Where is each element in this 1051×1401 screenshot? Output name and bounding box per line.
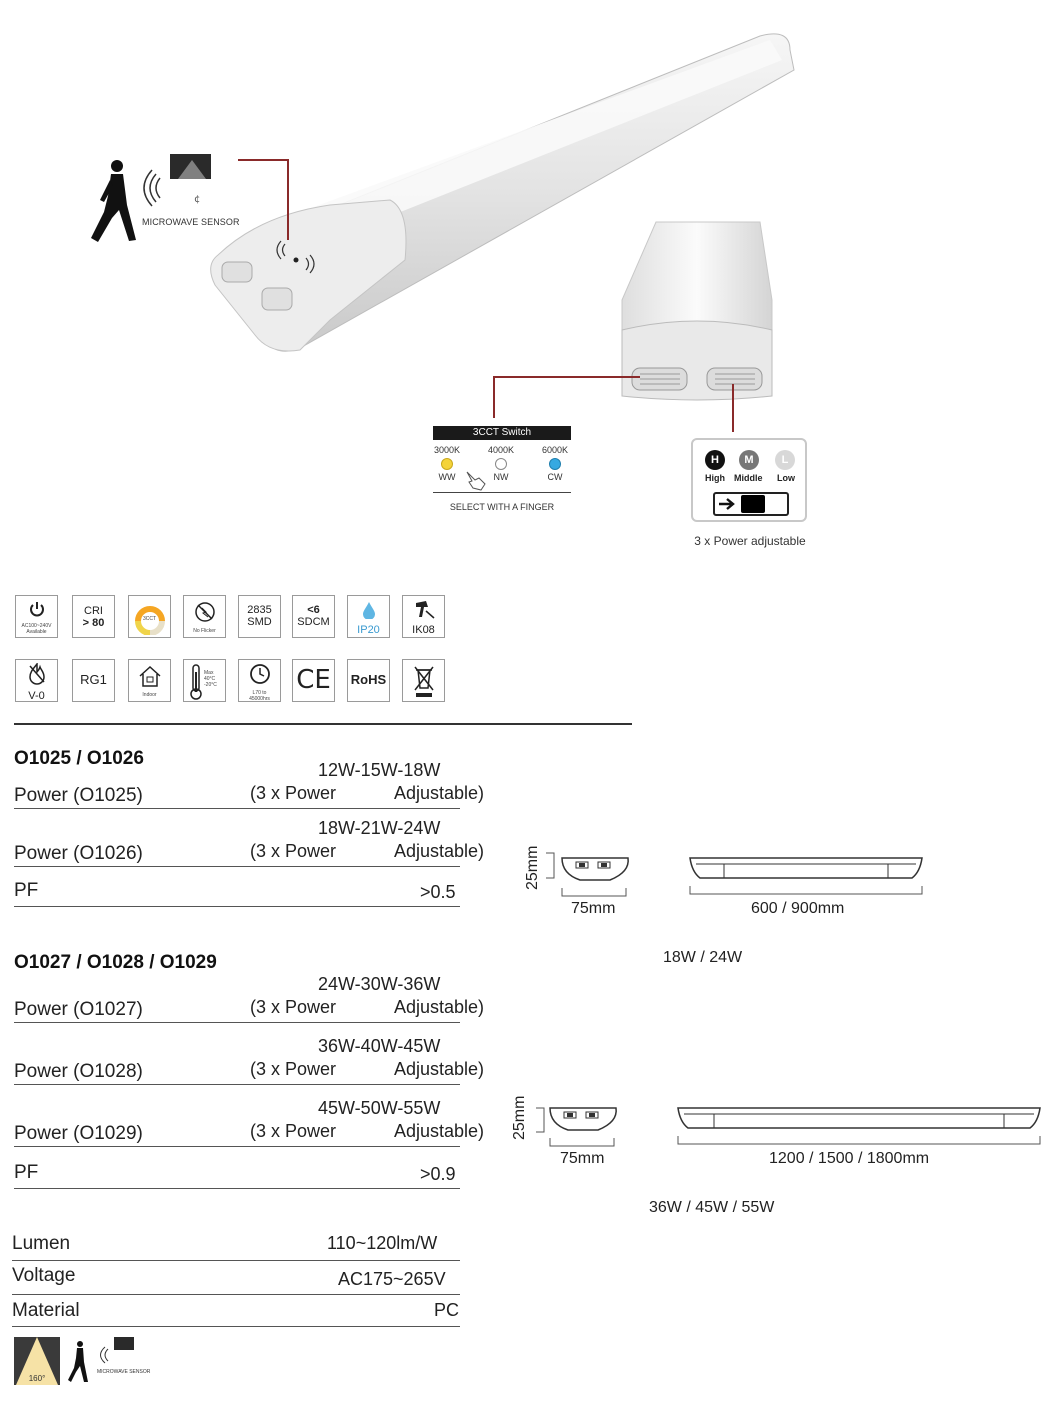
cct-code-label: CW [547, 472, 563, 482]
spec-label: Power (O1025) [14, 785, 143, 806]
spec-value-left: (3 x Power [250, 1059, 337, 1079]
side-view-drawing [686, 852, 928, 900]
spec-value-top: 36W-40W-45W [318, 1036, 441, 1056]
icon-caption: AC100~240V [21, 623, 52, 629]
spec-value: >0.9 [420, 1164, 456, 1184]
power-low-label: Low [777, 473, 795, 483]
power-high-dot: H [705, 450, 725, 470]
icon-caption: RG1 [80, 672, 107, 687]
rohs-icon [347, 659, 390, 702]
cct-kelvin-label: 3000K [433, 445, 461, 455]
cct-cw-dot [549, 458, 561, 470]
height-dimension: 25mm [524, 845, 541, 890]
cross-section-drawing [540, 852, 640, 900]
row-divider [14, 906, 460, 907]
icon-caption: No Flicker [193, 628, 216, 634]
no-flicker-icon [183, 595, 226, 638]
power-switch-panel [691, 438, 807, 522]
icon-caption: > 80 [82, 617, 105, 629]
cct-switch-panel [433, 426, 571, 516]
width-dimension: 75mm [560, 1150, 605, 1167]
cct-switch-title: 3CCT Switch [433, 426, 571, 440]
spec-value-left: (3 x Power [250, 1121, 337, 1141]
icon-caption: 45000hrs [249, 696, 270, 702]
spec-value-left: (3 x Power [250, 841, 337, 861]
spec-value-right: Adjustable) [394, 1059, 485, 1079]
icon-caption: CE [296, 665, 331, 695]
section-divider [14, 723, 632, 725]
wattage-label: 36W / 45W / 55W [649, 1199, 775, 1216]
row-divider [14, 808, 460, 809]
spec-value-top: 18W-21W-24W [318, 818, 441, 838]
cct-callout-line [494, 377, 640, 418]
power-slider-switch [713, 492, 789, 516]
length-dimension: 1200 / 1500 / 1800mm [769, 1150, 930, 1167]
spec-value: >0.5 [420, 882, 456, 902]
icon-caption: IK08 [412, 624, 435, 636]
power-low-dot: L [775, 450, 795, 470]
spec-value-right: Adjustable) [394, 841, 485, 861]
sensor-wave-icon [100, 1346, 114, 1364]
spec-value-right: Adjustable) [394, 783, 485, 803]
ik08-icon [402, 595, 445, 638]
lifetime-icon [238, 659, 281, 702]
row-divider [14, 866, 460, 867]
spec-value-left: (3 x Power [250, 997, 337, 1017]
spec-value-top: 24W-30W-36W [318, 974, 441, 994]
row-divider [14, 1022, 460, 1023]
group2-title: O1027 / O1028 / O1029 [14, 952, 217, 973]
icon-caption: Available [26, 629, 47, 635]
sensor-wave-icon [144, 170, 160, 206]
spec-label: PF [14, 1162, 39, 1183]
arrow-right-icon [718, 498, 738, 510]
smd-icon [238, 595, 281, 638]
icon-caption: 3CCT [142, 616, 157, 622]
slider-knob [741, 495, 765, 513]
spec-value-right: Adjustable) [394, 1121, 485, 1141]
beam-angle-icon [14, 1337, 60, 1385]
spec-label: Material [12, 1300, 80, 1321]
cct-footer: SELECT WITH A FINGER [449, 502, 555, 512]
height-dimension: 25mm [511, 1095, 528, 1140]
side-view-drawing [674, 1102, 1046, 1150]
cross-section-drawing [530, 1102, 630, 1150]
length-dimension: 600 / 900mm [751, 900, 845, 917]
spec-value: 110~120lm/W [327, 1233, 438, 1253]
power-middle-label: Middle [734, 473, 763, 483]
cct-kelvin-label: 4000K [487, 445, 515, 455]
icon-caption: Max [204, 670, 214, 676]
cct-divider [433, 492, 571, 493]
ce-icon [292, 659, 335, 702]
spec-value-top: 12W-15W-18W [318, 760, 441, 780]
sensor-label: MICROWAVE SENSOR [97, 1369, 151, 1375]
v0-flame-icon [15, 659, 58, 702]
spec-label: Power (O1026) [14, 843, 143, 864]
wattage-label: 18W / 24W [663, 949, 743, 966]
sdcm-icon [292, 595, 335, 638]
icon-caption: <6 [307, 604, 320, 616]
icon-caption: CRI [84, 605, 103, 617]
row-divider [14, 1146, 460, 1147]
cri-icon [72, 595, 115, 638]
spec-label: PF [14, 880, 39, 901]
spec-label: Power (O1028) [14, 1061, 143, 1082]
svg-text:¢: ¢ [194, 194, 201, 205]
icon-caption: RoHS [350, 672, 387, 687]
row-divider [12, 1326, 460, 1327]
row-divider [12, 1294, 460, 1295]
cct-option-ww [427, 444, 467, 484]
spec-label: Power (O1029) [14, 1123, 143, 1144]
person-icon [66, 1340, 92, 1384]
beam-angle-label: 160° [28, 1374, 46, 1383]
person-icon [91, 160, 136, 242]
indoor-icon [128, 659, 171, 702]
cct-nw-dot [495, 458, 507, 470]
spec-value-left: (3 x Power [250, 783, 337, 803]
weee-icon [402, 659, 445, 702]
finger-icon [463, 466, 489, 492]
cct-code-label: NW [493, 472, 509, 482]
row-divider [14, 1188, 460, 1189]
temperature-icon [183, 659, 226, 702]
cct-ww-dot [441, 458, 453, 470]
icon-caption: 40°C [204, 676, 216, 682]
cct-code-label: WW [438, 472, 456, 482]
icon-caption: SMD [247, 616, 272, 628]
spec-value: AC175~265V [338, 1269, 446, 1289]
power-high-label: High [705, 473, 725, 483]
3cct-icon [128, 595, 171, 638]
spec-label: Voltage [12, 1265, 76, 1286]
ip20-icon [347, 595, 390, 638]
icon-caption: V-0 [28, 690, 45, 702]
cct-kelvin-label: 6000K [541, 445, 569, 455]
icon-caption: L70 to [252, 690, 267, 696]
power-middle-dot: M [739, 450, 759, 470]
rg1-icon [72, 659, 115, 702]
spec-label: Power (O1027) [14, 999, 143, 1020]
group1-title: O1025 / O1026 [14, 748, 144, 769]
spec-value: PC [434, 1300, 460, 1320]
sensor-image [114, 1337, 134, 1350]
width-dimension: 75mm [571, 900, 616, 917]
row-divider [14, 1084, 460, 1085]
icon-caption: -20°C [204, 682, 217, 688]
power-range-icon [15, 595, 58, 638]
cct-option-cw [535, 444, 575, 484]
spec-value-top: 45W-50W-55W [318, 1098, 441, 1118]
spec-label: Lumen [12, 1233, 71, 1254]
row-divider [12, 1260, 460, 1261]
icon-caption: IP20 [357, 624, 380, 636]
icon-caption: SDCM [297, 616, 330, 628]
sensor-label: MICROWAVE SENSOR [142, 217, 240, 227]
power-caption: 3 x Power adjustable [694, 534, 806, 548]
icon-caption: 2835 [247, 604, 272, 616]
icon-caption: Indoor [142, 692, 157, 698]
spec-value-right: Adjustable) [394, 997, 485, 1017]
